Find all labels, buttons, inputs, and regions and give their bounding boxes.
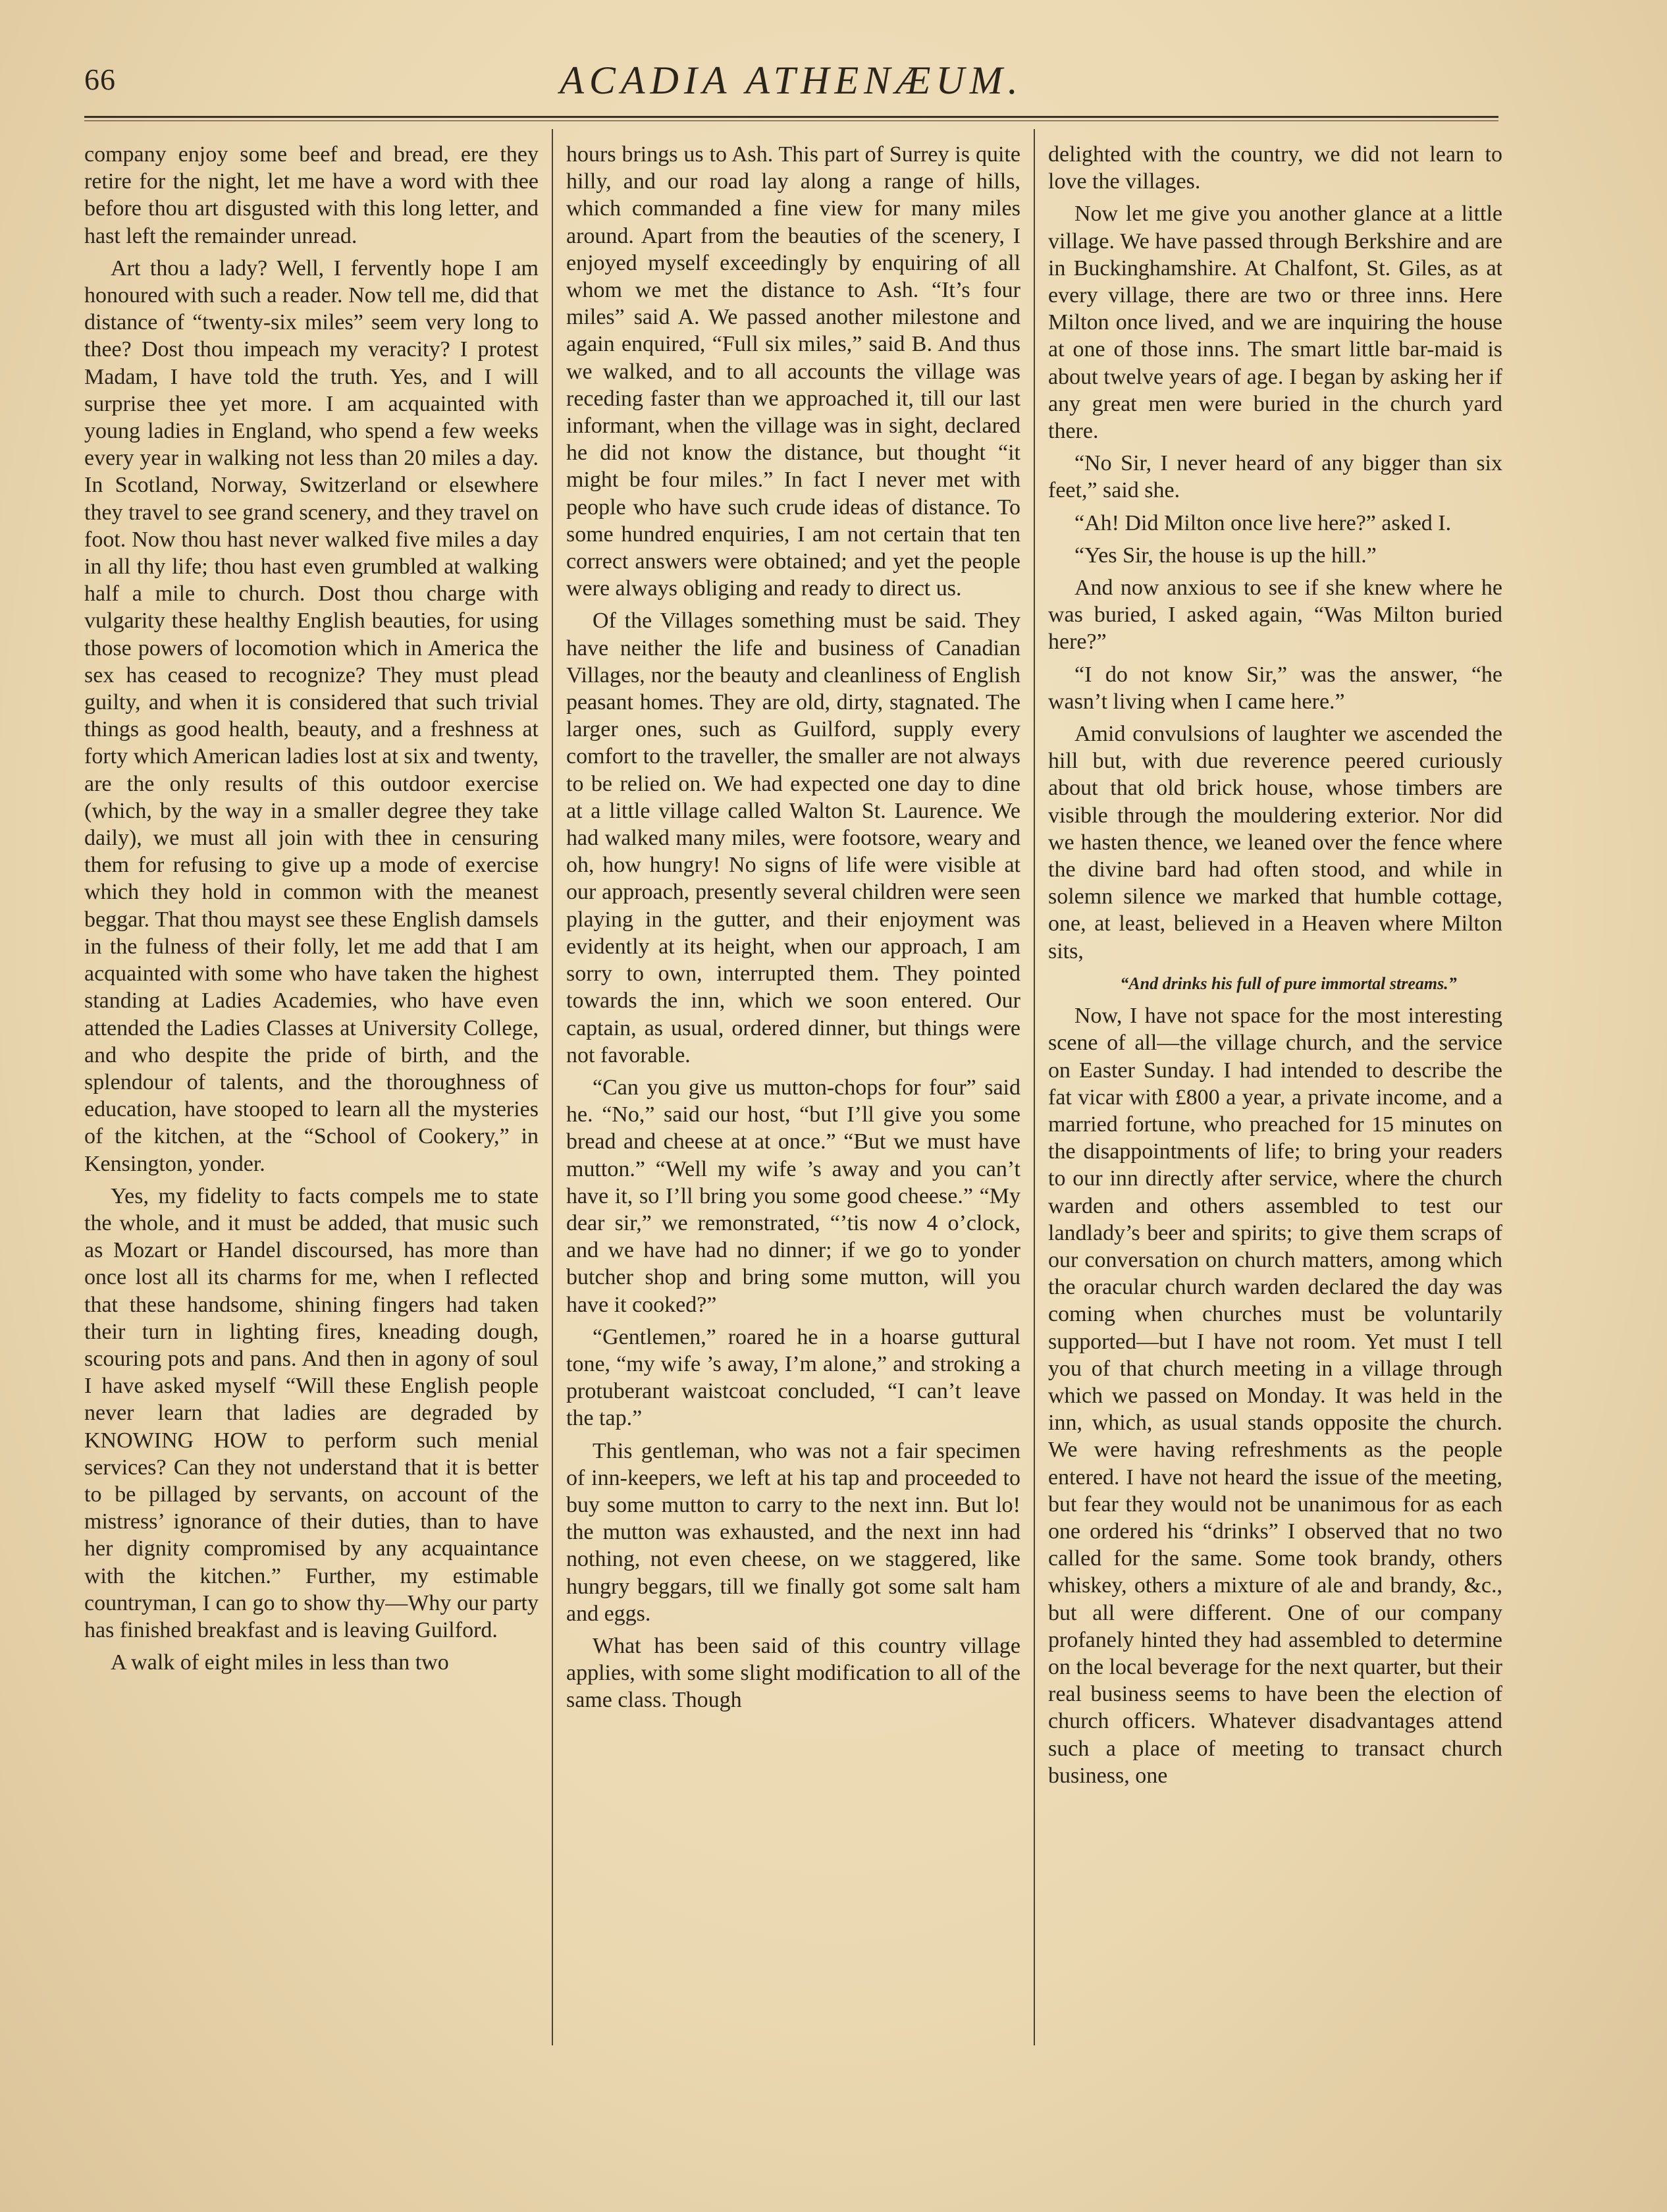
paragraph: “Can you give us mutton-chops for four” said he. “No,” said our host, “but I’ll give you some bread and cheese at at once.” “But we must have mutton.” “Well my wife ’s away and you can’t have it, so I’ll bring you some good cheese.” “My dear sir,” we remonstrated, “’tis now 4 o’clock, and we have had no dinner; if we go to yonder butcher shop and bring some mutton, will you have it cooked?”	[566, 1075, 1020, 1317]
header-rule	[84, 116, 1498, 118]
paragraph: Now let me give you another glance at a little village. We have passed through Berkshire and are in Buckinghamshire. At Chalfont, St. Giles, as at every village, there are two or three inns. Here Milton once lived, and we are inquiring the house at one of those inns. The smart little bar-maid is about twelve years of age. I began by asking her if any great men were buried in the church yard there.	[1048, 202, 1502, 444]
paragraph: company enjoy some beef and bread, ere they retire for the night, let me have a word with thee before thou art disgusted with this long letter, and hast left the remainder unread.	[84, 142, 539, 248]
block-quote: “And drinks his full of pure immortal streams.”	[1120, 973, 1457, 993]
paragraph: “I do not know Sir,” was the answer, “he wasn’t living when I came here.”	[1048, 662, 1502, 714]
column-1	[84, 141, 539, 1681]
column-divider	[552, 129, 553, 2045]
paragraph: Yes, my fidelity to facts compels me to state the whole, and it must be added, that music such as Mozart or Handel discoursed, has more than once lost all its charms for me, when I reflected that these handsome, shining fingers had taken their turn in lighting fires, kneading dough, scouring pots and pans. And then in agony of soul I have asked myself “Will these English people never learn that ladies are degraded by KNOWING HOW to perform such menial services? Can they not understand that it is better to be pillaged by servants, on account of the mistress’ ignorance of their duties, than to have her dignity compromised by any acquaintance with the kitchen.” Further, my estimable countryman, I can go to show thy—Why our party has finished breakfast and is leaving Guilford.	[84, 1183, 539, 1642]
column-3	[1048, 141, 1502, 1794]
paragraph: “Yes Sir, the house is up the hill.”	[1074, 543, 1377, 568]
column-2	[566, 141, 1020, 1719]
paragraph: hours brings us to Ash. This part of Surrey is quite hilly, and our road lay along a range of hills, which commanded a fine view for many miles around. Apart from the beauties of the scenery, I enjoyed myself exceedingly by enquiring of all whom we met the distance to Ash. “It’s four miles” said A. We passed another milestone and again enquired, “Full six miles,” said B. And thus we walked, and to all accounts the village was receding faster than we approached it, till our last informant, when the village was in sight, declared he did not know the distance, but thought “it might be four miles.” In fact I never met with people who have such crude ideas of distance. To some hundred enquiries, I am not certain that ten correct answers were obtained; and yet the people were always obliging and ready to direct us.	[566, 142, 1020, 601]
paragraph: A walk of eight miles in less than two	[111, 1650, 449, 1675]
paragraph: Of the Villages something must be said. They have neither the life and business of Canadian Villages, nor the beauty and cleanliness of English peasant homes. They are old, dirty, stagnated. The larger ones, such as Guilford, supply every comfort to the traveller, the smaller are not always to be relied on. We had expected one day to dine at a little village called Walton St. Laurence. We had walked many miles, were footsore, weary and oh, how hungry! No signs of life were visible at our approach, presently several children were seen playing in the gutter, and their enjoyment was evidently at its height, when our approach, I am sorry to own, interrupted them. They pointed towards the inn, which we soon entered. Our captain, as usual, ordered dinner, but things were not favorable.	[566, 608, 1020, 1067]
paragraph: “Ah! Did Milton once live here?” asked I.	[1074, 510, 1452, 535]
page-number: 66	[84, 63, 116, 96]
paragraph: Amid convulsions of laughter we ascended the hill but, with due reverence peered curiously about that old brick house, whose timbers are visible through the mouldering exterior. Nor did we hasten thence, we leaned over the fence where the divine bard had often stood, and while in solemn silence we marked that humble cottage, one, at least, believed in a Heaven where Milton sits,	[1048, 722, 1502, 963]
paragraph: This gentleman, who was not a fair specimen of inn-keepers, we left at his tap and proceeded to buy some mutton to carry to the next inn. But lo! the mutton was exhausted, and the next inn had nothing, not even cheese, on we staggered, like hungry beggars, till we finally got some salt ham and eggs.	[566, 1438, 1020, 1626]
masthead-title: ACADIA ATHENÆUM.	[560, 59, 1023, 102]
paragraph: Now, I have not space for the most interesting scene of all—the village church, and the service on Easter Sunday. I had intended to describe the fat vicar with £800 a year, a private income, and a married fortune, who preached for 15 minutes on the disappointments of life; to bring your readers to our inn directly after service, where the church warden and others assembled to test our landlady’s beer and spirits; to give them scraps of our conversation on church matters, among which the oracular church warden declared the day was coming when churches must be voluntarily supported—but I have not room. Yet must I tell you of that church meeting in a village through which we passed on Monday. It was held in the inn, which, as usual stands opposite the church. We were having refreshments as the people entered. I have not heard the issue of the meeting, but fear they would not be unanimous for as each one ordered his “drinks” I observed that no two called for the same. Some took brandy, others whiskey, others a mixture of ale and brandy, &c., but all were different. One of our company profanely hinted they had assembled to determine on the local beverage for the next quarter, but their real business seems to have been the election of church officers. Whatever disadvantages attend such a place of meeting to transact church business, one	[1048, 1004, 1502, 1788]
paragraph: “No Sir, I never heard of any bigger than six feet,” said she.	[1048, 451, 1502, 503]
paragraph: “Gentlemen,” roared he in a hoarse guttural tone, “my wife ’s away, I’m alone,” and stroking a protuberant waistcoat concluded, “I can’t leave the tap.”	[566, 1324, 1020, 1431]
paragraph: Art thou a lady? Well, I fervently hope I am honoured with such a reader. Now tell me, did that distance of “twenty-six miles” seem very long to thee? Dost thou impeach my veracity? I protest Madam, I have told the truth. Yes, and I will surprise thee yet more. I am acquainted with young ladies in England, who spend a few weeks every year in walking not less than 20 miles a day. In Scotland, Norway, Switzerland or elsewhere they travel to see grand scenery, and they travel on foot. Now thou hast never walked five miles a day in all thy life; thou hast even grumbled at walking half a mile to church. Dost thou charge with vulgarity these healthy English beauties, for using those powers of locomotion which in America the sex has ceased to recognize? They must plead guilty, and when it is considered that such trivial things as good health, beauty, and a freshness at forty which American ladies lost at six and twenty, are the only results of this outdoor exercise (which, by the way in a smaller degree they take daily), we must all join with thee in censuring them for refusing to give up a mode of exercise which they hold in common with the meanest beggar. That thou mayst see these English damsels in the fulness of their folly, let me add that I am acquainted with some who have taken the highest standing at Ladies Academies, who have even attended the Ladies Classes at University College, and who despite the pride of birth, and the splendour of talents, and the thoroughness of education, have stooped to learn all the mysteries of the kitchen, at the “School of Cookery,” in Kensington, yonder.	[84, 256, 539, 1176]
column-divider	[1034, 129, 1035, 2045]
paragraph: delighted with the country, we did not learn to love the villages.	[1048, 142, 1502, 194]
paragraph: What has been said of this country village applies, with some slight modification to all of the same class. Though	[566, 1633, 1020, 1713]
paragraph: And now anxious to see if she knew where he was buried, I asked again, “Was Milton buried here?”	[1048, 576, 1502, 655]
page-header	[84, 58, 1498, 111]
